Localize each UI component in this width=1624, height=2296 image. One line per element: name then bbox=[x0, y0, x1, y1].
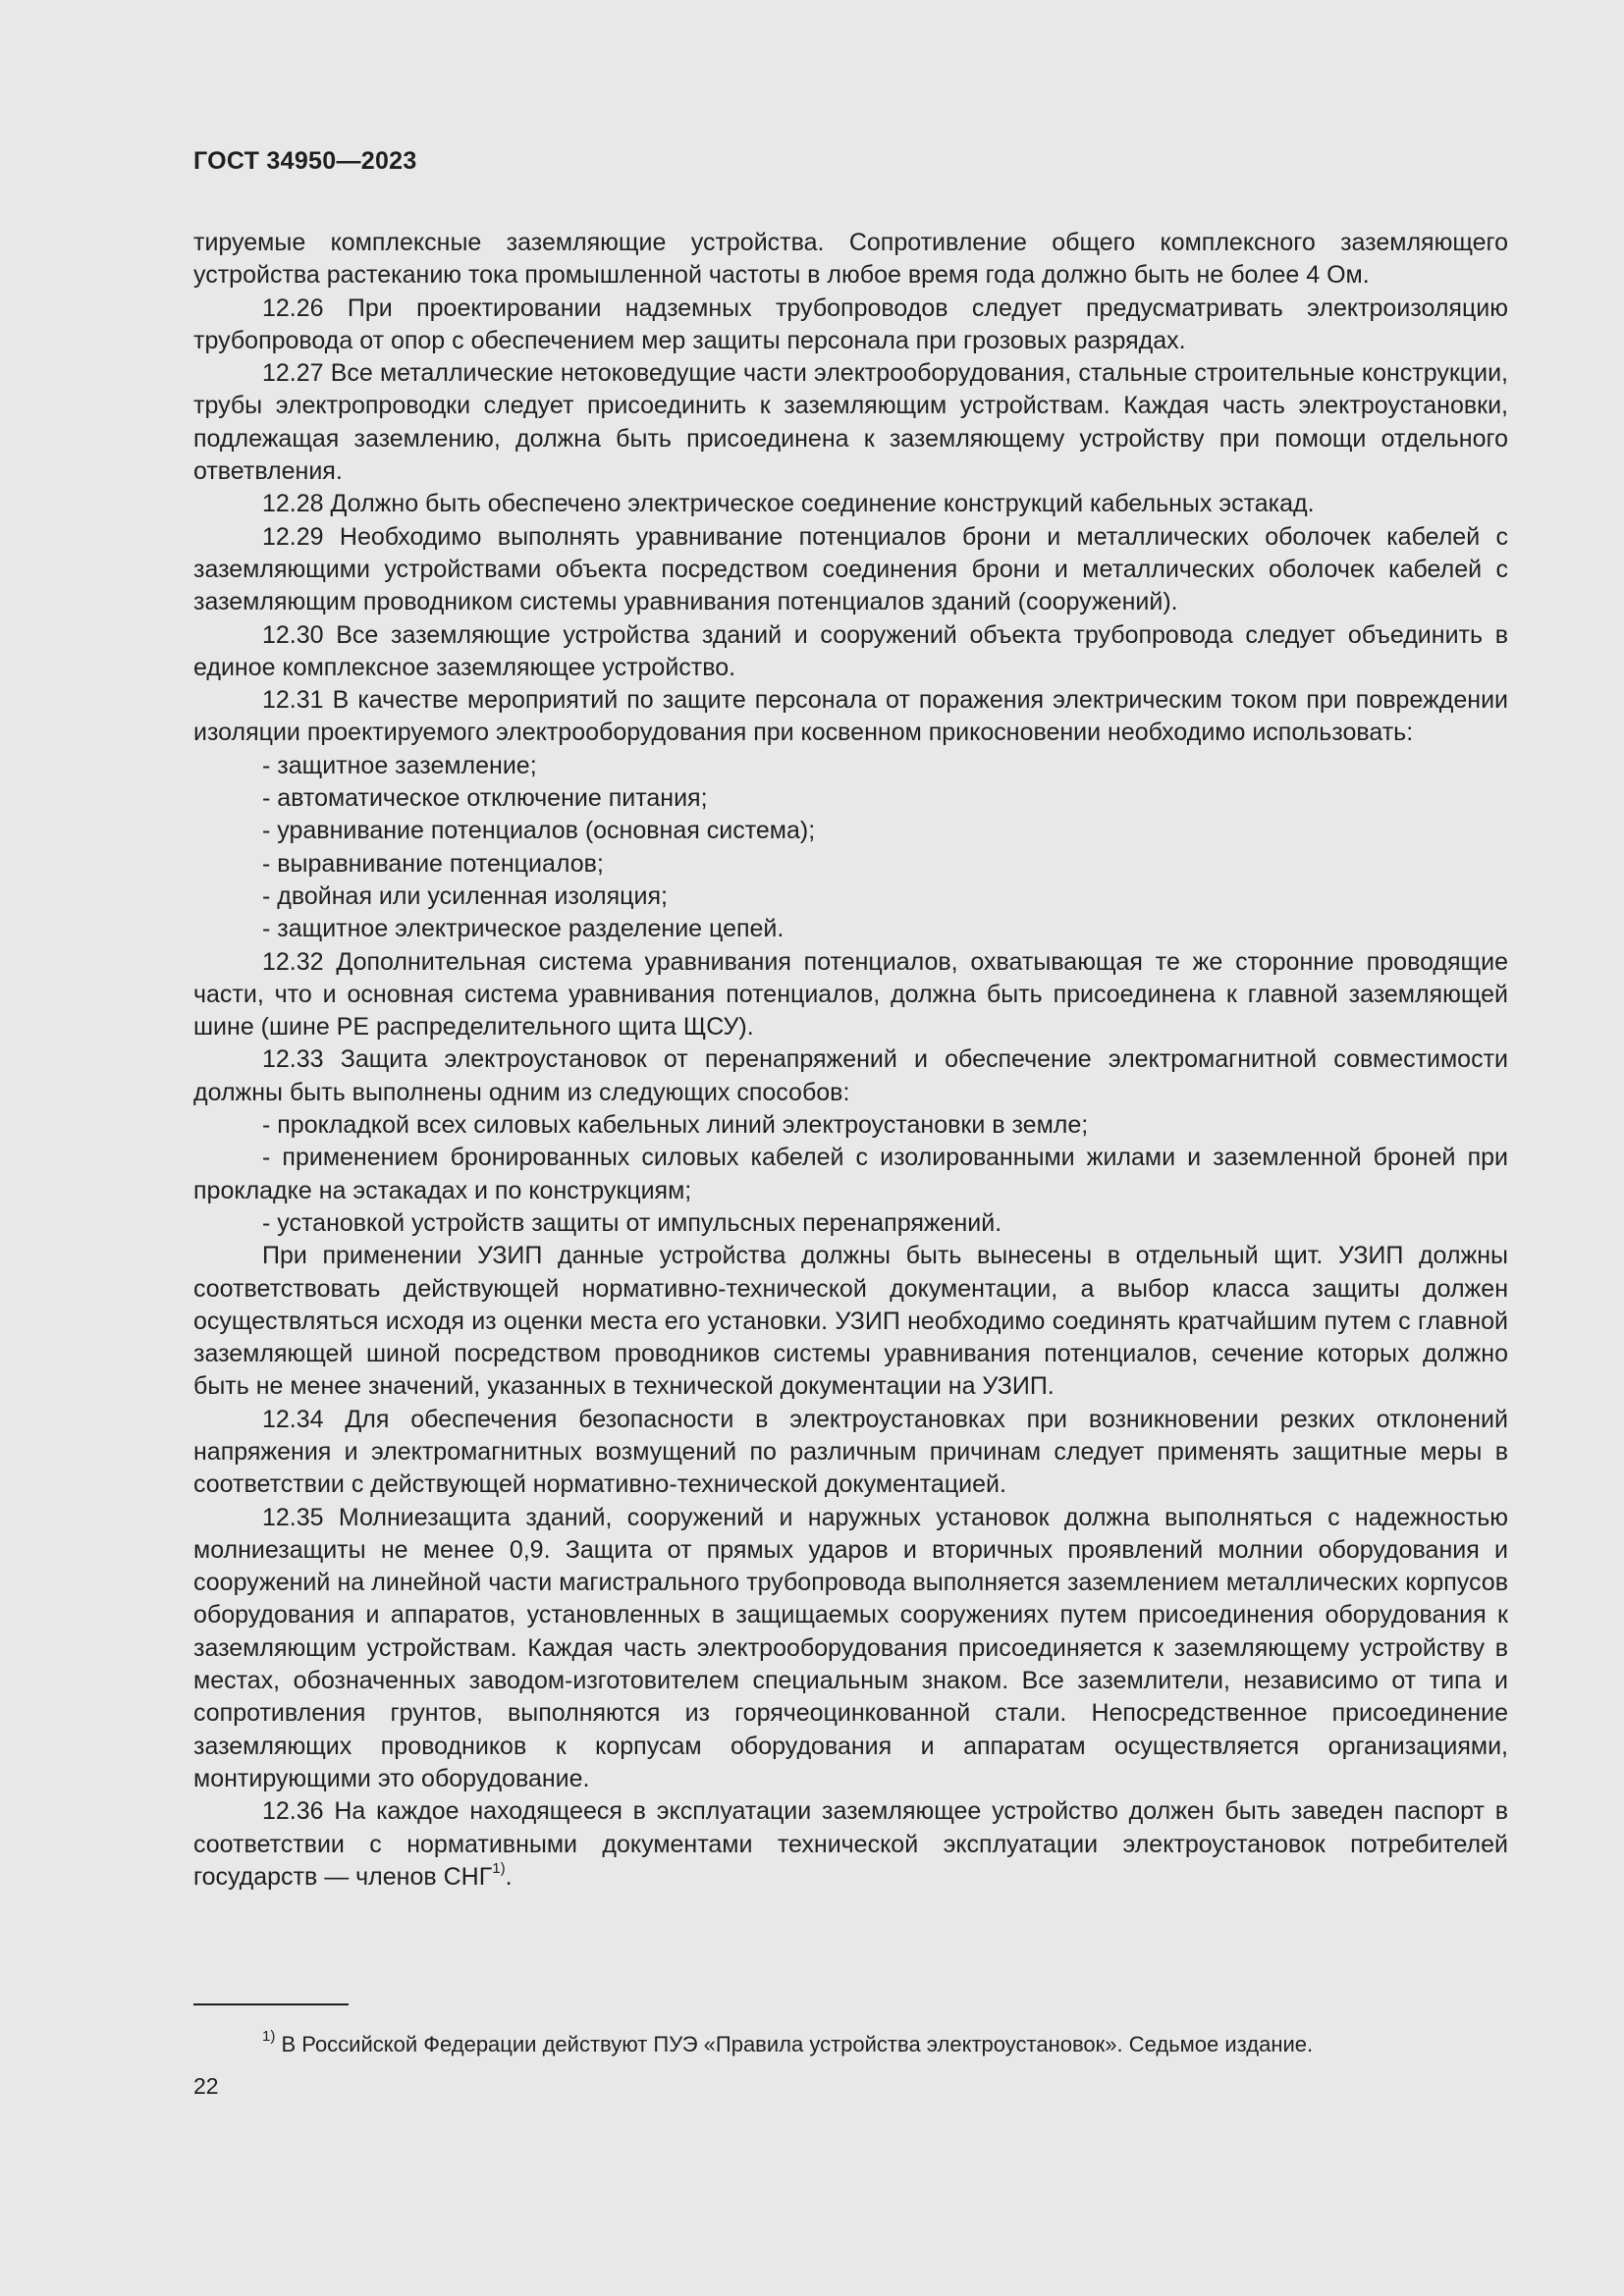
paragraph-text: 12.32 Дополнительная система уравнивания потенциалов, охватывающая те же сторонние проводящие части, что и основная система уравнивания потенциалов, должна быть присоединена к главной заземляющей шине (шине PE распределительного щита ЩСУ). bbox=[193, 947, 1508, 1041]
paragraph-text: 12.31 В качестве мероприятий по защите персонала от поражения электрическим током при повреждении изоляции проектируемого электрооборудования при косвенном прикосновении необходимо использовать: bbox=[193, 686, 1508, 747]
paragraph bbox=[193, 1043, 1508, 1109]
paragraph bbox=[193, 946, 1508, 1044]
footnote-reference: 1) bbox=[492, 1859, 506, 1877]
paragraph bbox=[193, 521, 1508, 619]
paragraph bbox=[193, 293, 1508, 358]
paragraph-text: - прокладкой всех силовых кабельных линий электроустановки в земле; bbox=[262, 1111, 1089, 1140]
list-item bbox=[193, 881, 1508, 913]
page-number: 22 bbox=[193, 2073, 219, 2099]
paragraph-text: 12.35 Молниезащита зданий, сооружений и наружных установок должна выполняться с надежностью молниезащиты не менее 0,9. Защита от прямых ударов и вторичных проявлений молнии оборудования и сооружений на линейной части магистрального трубопровода выполняется заземлением металлических корпусов оборудования и аппаратов, установленных в защищаемых сооружениях путем присоединения оборудования к заземляющим устройствам. Каждая часть электрооборудования присоединяется к заземляющему устройству в местах, обозначенных заводом-изготовителем специальным знаком. Все заземлители, независимо от типа и сопротивления грунтов, выполняются из горячеоцинкованной стали. Непосредственное присоединение заземляющих проводников к корпусам оборудования и аппаратам осуществляется организациями, монтирующими это оборудование. bbox=[193, 1503, 1508, 1792]
paragraph-text: - уравнивание потенциалов (основная система); bbox=[262, 817, 816, 845]
paragraph-text: 12.33 Защита электроустановок от перенапряжений и обеспечение электромагнитной совместимости должны быть выполнены одним из следующих способов: bbox=[193, 1045, 1508, 1106]
paragraph-text: - защитное электрическое разделение цепей. bbox=[262, 915, 785, 943]
paragraph bbox=[193, 357, 1508, 488]
list-item bbox=[193, 1142, 1508, 1207]
footnote-divider bbox=[193, 2003, 349, 2005]
list-item bbox=[193, 1109, 1508, 1142]
list-item bbox=[193, 913, 1508, 945]
paragraph-text: - применением бронированных силовых кабелей с изолированными жилами и заземленной броней при прокладке на эстакадах и по конструкциям; bbox=[193, 1144, 1508, 1204]
paragraph-text: 12.28 Должно быть обеспечено электрическое соединение конструкций кабельных эстакад. bbox=[262, 490, 1315, 518]
paragraph-text: При применении УЗИП данные устройства должны быть вынесены в отдельный щит. УЗИП должны соответствовать действующей нормативно-технической документации, а выбор класса защиты должен осуществляться исходя из оценки места его установки. УЗИП необходимо соединять кратчайшим путем с главной заземляющей шиной посредством проводников системы уравнивания потенциалов, сечение которых должно быть не менее значений, указанных в технической документации на УЗИП. bbox=[193, 1242, 1508, 1401]
paragraph bbox=[193, 1502, 1508, 1796]
paragraph-text: - защитное заземление; bbox=[262, 751, 537, 779]
list-item bbox=[193, 1207, 1508, 1240]
paragraph-text: 12.30 Все заземляющие устройства зданий и сооружений объекта трубопровода следует объединить в единое комплексное заземляющее устройство. bbox=[193, 620, 1508, 681]
paragraph-text: 12.26 При проектировании надземных трубопроводов следует предусматривать электроизоляцию трубопровода от опор с обеспечением мер защиты персонала при грозовых разрядах. bbox=[193, 294, 1508, 354]
document-header: ГОСТ 34950—2023 bbox=[193, 147, 417, 175]
list-item bbox=[193, 848, 1508, 881]
paragraph-text: - выравнивание потенциалов; bbox=[262, 849, 604, 878]
paragraph bbox=[193, 684, 1508, 750]
list-item bbox=[193, 815, 1508, 847]
paragraph-tail: . bbox=[505, 1862, 513, 1891]
paragraph bbox=[193, 619, 1508, 685]
footnote-marker: 1) bbox=[262, 2027, 276, 2045]
paragraph bbox=[193, 1240, 1508, 1403]
paragraph-text: - двойная или усиленная изоляция; bbox=[262, 881, 668, 910]
footnote bbox=[262, 2027, 1314, 2059]
paragraph-text: тируемые комплексные заземляющие устройства. Сопротивление общего комплексного заземляющего устройства растеканию тока промышленной частоты в любое время года должно быть не более 4 Ом. bbox=[193, 229, 1508, 290]
paragraph bbox=[193, 1795, 1508, 1894]
list-item bbox=[193, 750, 1508, 782]
paragraph bbox=[193, 488, 1508, 520]
paragraph-text: 12.29 Необходимо выполнять уравнивание потенциалов брони и металлических оболочек кабелей с заземляющими устройствами объекта посредством соединения брони и металлических оболочек кабелей с заземляющим проводником системы уравнивания потенциалов зданий (сооружений). bbox=[193, 522, 1508, 616]
paragraph bbox=[193, 227, 1508, 293]
paragraph-text: - установкой устройств защиты от импульсных перенапряжений. bbox=[262, 1208, 1002, 1237]
paragraph-text: 12.27 Все металлические нетоковедущие части электрооборудования, стальные строительные конструкции, трубы электропроводки следует присоединить к заземляющим устройствам. Каждая часть электроустановки, подлежащая заземлению, должна быть присоединена к заземляющему устройству при помощи отдельного ответвления. bbox=[193, 359, 1508, 486]
body-text bbox=[193, 227, 1508, 1894]
footnote-text: В Российской Федерации действуют ПУЭ «Правила устройства электроустановок». Седьмое издание. bbox=[275, 2032, 1314, 2056]
list-item bbox=[193, 782, 1508, 815]
paragraph bbox=[193, 1404, 1508, 1502]
paragraph-text: - автоматическое отключение питания; bbox=[262, 784, 708, 813]
paragraph-text: 12.34 Для обеспечения безопасности в электроустановках при возникновении резких отклонений напряжения и электромагнитных возмущений по различным причинам следует применять защитные меры в соответствии с действующей нормативно-технической документацией. bbox=[193, 1405, 1508, 1499]
paragraph-text: 12.36 На каждое находящееся в эксплуатации заземляющее устройство должен быть заведен паспорт в соответствии с нормативными документами технической эксплуатации электроустановок потребителей государств — членов СНГ bbox=[193, 1797, 1508, 1891]
